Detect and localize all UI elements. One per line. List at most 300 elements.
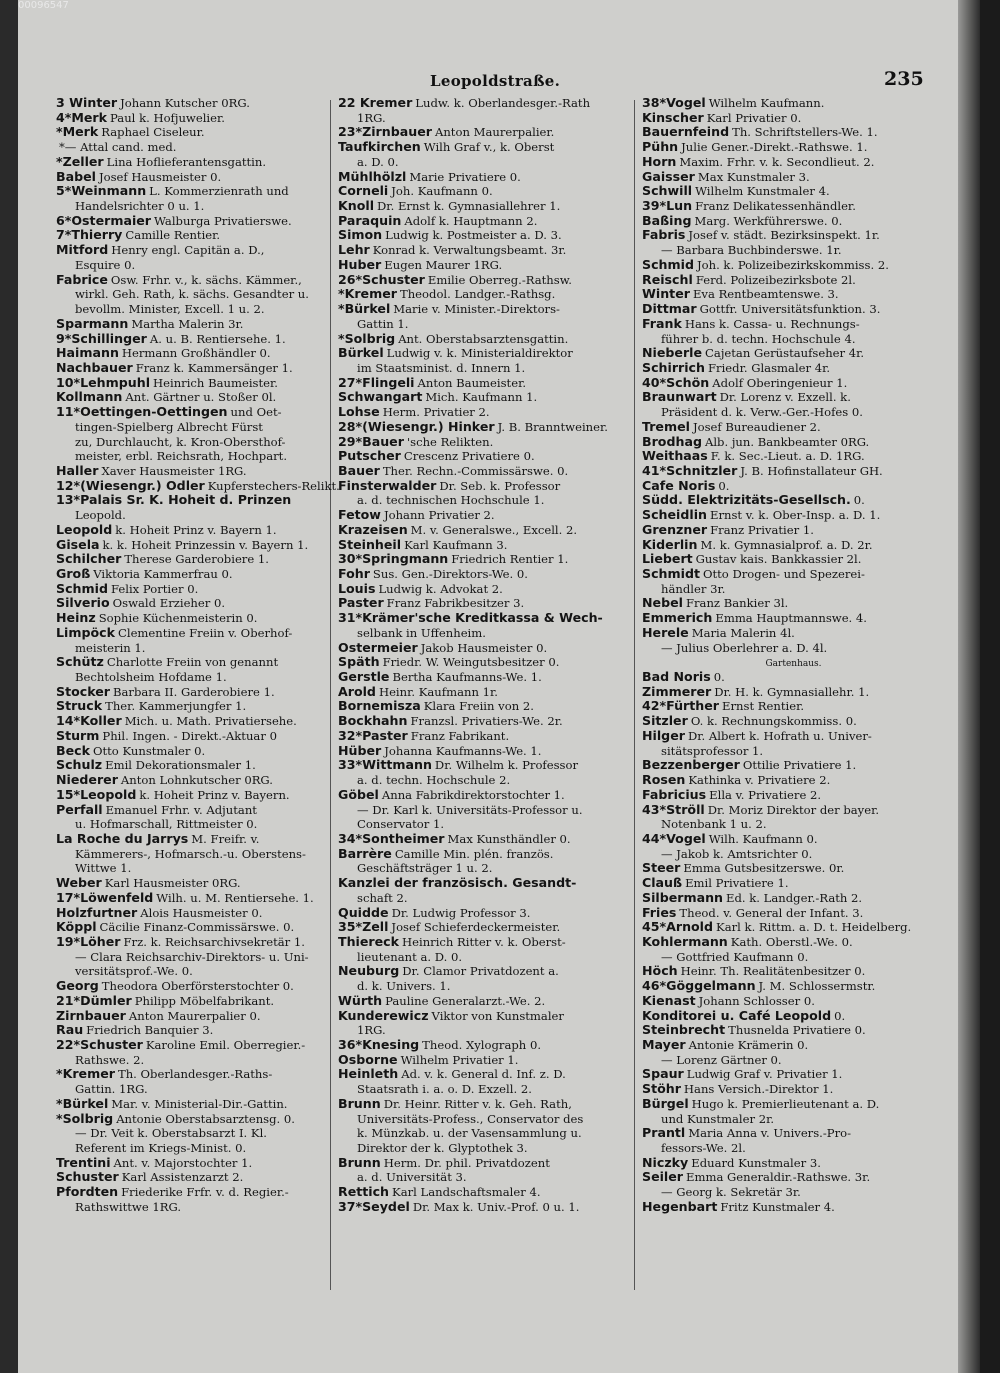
directory-entry: [642, 302, 942, 317]
directory-entry: [56, 773, 346, 788]
entry-text: Emma Hauptmannswe. 4.: [715, 611, 867, 626]
entry-name: Taufkirchen: [338, 140, 421, 155]
entry-text: Anton Baumeister.: [417, 375, 527, 390]
entry-name: Bauer: [338, 463, 380, 478]
directory-entry: [642, 479, 942, 494]
entry-name: 45*Arnold: [642, 920, 714, 935]
entry-text: A. u. B. Rentiersehe. 1.: [149, 331, 286, 346]
entry-text: Karoline Emil. Oberregier.-: [145, 1038, 306, 1052]
entry-name: Silbermann: [642, 890, 724, 905]
directory-entry: [338, 228, 628, 243]
book-gutter: [0, 0, 18, 1373]
directory-entry: [642, 140, 942, 155]
entry-name: Tremel: [642, 419, 690, 434]
directory-entry: [642, 1185, 942, 1200]
entry-text: Wilhelm Kaufmann.: [708, 96, 825, 110]
entry-text: k. Hoheit Prinz v. Bayern.: [139, 787, 290, 802]
entry-text: Wittwe 1.: [75, 861, 132, 876]
directory-entry: [338, 1126, 628, 1141]
entry-text: Franz Fabrikbesitzer 3.: [386, 596, 525, 611]
directory-entry: [56, 493, 346, 508]
entry-text: Alois Hausmeister 0.: [140, 905, 263, 920]
entry-name: Frank: [642, 316, 682, 331]
entry-text: meister, erbl. Reichsrath, Hochpart.: [75, 449, 288, 464]
directory-entry: [338, 214, 628, 229]
directory-entry: [56, 1200, 346, 1215]
directory-entry: [338, 1185, 628, 1200]
entry-text: Viktor von Kunstmaler: [431, 1008, 564, 1023]
directory-entry: [642, 729, 942, 744]
entry-text: Ernst Rentier.: [722, 699, 805, 714]
entry-name: Trentini: [56, 1155, 111, 1170]
entry-name: 12*(Wiesengr.) Odler: [56, 478, 205, 493]
directory-entry: [338, 302, 628, 317]
entry-name: *Bürkel: [56, 1096, 109, 1111]
entry-name: Kanzlei der französisch. Gesandt-: [338, 876, 577, 891]
entry-text: Martha Malerin 3r.: [131, 316, 244, 331]
directory-entry: [642, 1156, 942, 1171]
entry-text: — Gottfried Kaufmann 0.: [661, 949, 809, 964]
entry-text: Hans Versich.-Direktor 1.: [683, 1082, 834, 1097]
directory-entry: [338, 155, 628, 170]
directory-entry: [56, 744, 346, 759]
directory-entry: [338, 876, 628, 891]
directory-entry: [56, 1185, 346, 1200]
entry-text: Antonie Krämerin 0.: [688, 1038, 809, 1052]
directory-entry: [642, 699, 942, 714]
entry-text: a. d. techn. Hochschule 2.: [357, 773, 511, 788]
entry-name: 14*Koller: [56, 714, 122, 729]
directory-entry: [338, 170, 628, 185]
page-number: 235: [884, 68, 924, 90]
entry-name: Barrère: [338, 846, 392, 861]
directory-entry: [56, 184, 346, 199]
directory-entry: [642, 376, 942, 391]
directory-entry: [338, 950, 628, 965]
directory-entry: [338, 994, 628, 1009]
entry-text: Walburga Privatierswe.: [154, 213, 292, 228]
entry-text: Joh. k. Polizeibezirkskommiss. 2.: [696, 257, 889, 272]
directory-entry: [56, 847, 346, 862]
entry-text: — Jakob k. Amtsrichter 0.: [661, 846, 813, 861]
directory-entry: [338, 523, 628, 538]
entry-text: Emma Generaldir.-Rathswe. 3r.: [686, 1170, 871, 1185]
entry-name: 41*Schnitzler: [642, 463, 738, 478]
entry-name: La Roche du Jarrys: [56, 831, 189, 846]
directory-entry: [642, 1126, 942, 1141]
directory-entry: [642, 258, 942, 273]
entry-name: 37*Seydel: [338, 1199, 410, 1214]
entry-text: Eva Rentbeamtenswe. 3.: [692, 287, 839, 302]
entry-text: Herm. Dr. phil. Privatdozent: [383, 1155, 550, 1170]
entry-name: 36*Knesing: [338, 1038, 420, 1052]
directory-entry: [642, 803, 942, 818]
entry-text: händler 3r.: [661, 581, 726, 596]
entry-text: Emilie Oberreg.-Rathsw.: [427, 272, 572, 287]
directory-entry: [56, 714, 346, 729]
entry-text: Antonie Oberstabsarztensg. 0.: [116, 1111, 295, 1126]
directory-entry: [338, 847, 628, 862]
entry-name: 23*Zirnbauer: [338, 125, 432, 140]
directory-entry: [338, 788, 628, 803]
directory-entry: [338, 317, 628, 332]
directory-entry: [56, 508, 346, 523]
entry-name: Dittmar: [642, 302, 697, 317]
directory-entry: [642, 493, 942, 508]
directory-entry: [642, 1009, 942, 1024]
entry-name: 22 Kremer: [338, 96, 413, 110]
entry-name: Rau: [56, 1023, 84, 1038]
entry-name: 29*Bauer: [338, 434, 404, 449]
entry-text: Franz Delikatessenhändler.: [695, 199, 856, 214]
directory-entry: [338, 611, 628, 626]
entry-text: Cäcilie Finanz-Commissärswe. 0.: [99, 920, 295, 935]
entry-name: Fetow: [338, 508, 381, 523]
entry-text: Kämmerers-, Hofmarsch.-u. Oberstens-: [75, 846, 306, 861]
entry-text: Karl Assistenzarzt 2.: [121, 1170, 244, 1185]
entry-text: — Clara Reichsarchiv-Direktors- u. Uni-: [75, 949, 309, 964]
directory-entry: [56, 964, 346, 979]
directory-entry: [338, 596, 628, 611]
entry-name: Köppl: [56, 920, 97, 935]
entry-text: Max Kunstmaler 3.: [697, 169, 810, 184]
entry-name: Grenzner: [642, 522, 708, 537]
directory-entry: [56, 876, 346, 891]
entry-text: J. M. Schlossermstr.: [758, 979, 876, 994]
entry-text: Josef v. städt. Bezirksinspekt. 1r.: [688, 228, 880, 243]
entry-text: d. k. Univers. 1.: [357, 979, 451, 994]
entry-text: Gartenhaus.: [765, 659, 822, 670]
entry-text: Rathswe. 2.: [75, 1052, 145, 1067]
entry-text: Crescenz Privatiere 0.: [403, 449, 535, 464]
directory-entry: [56, 287, 346, 302]
entry-name: Steinbrecht: [642, 1023, 726, 1038]
entry-name: *Kremer: [338, 287, 397, 302]
entry-text: Paul k. Hofjuwelier.: [110, 110, 225, 125]
entry-text: schaft 2.: [357, 890, 408, 905]
entry-name: Silverio: [56, 596, 110, 611]
directory-entry: [56, 994, 346, 1009]
directory-entry: [642, 758, 942, 773]
entry-name: Haimann: [56, 346, 119, 361]
entry-text: Karl Landschaftsmaler 4.: [392, 1185, 541, 1200]
directory-entry: [338, 1038, 628, 1053]
entry-text: Oswald Erzieher 0.: [112, 596, 226, 611]
directory-entry: [56, 435, 346, 450]
entry-name: 30*Springmann: [338, 552, 449, 567]
entry-text: a. D. 0.: [357, 154, 399, 169]
entry-text: Franz k. Kammersänger 1.: [135, 360, 293, 375]
entry-text: Viktoria Kammerfrau 0.: [93, 567, 233, 581]
entry-name: 10*Lehmpuhl: [56, 375, 151, 390]
entry-text: Gattin. 1RG.: [75, 1082, 148, 1097]
directory-entry: [642, 155, 942, 170]
entry-text: Heinrich Baumeister.: [153, 375, 278, 390]
entry-text: Eduard Kunstmaler 3.: [691, 1155, 821, 1170]
directory-entry: [338, 773, 628, 788]
entry-name: Nachbauer: [56, 360, 133, 375]
directory-entry: [642, 773, 942, 788]
directory-entry: [338, 582, 628, 597]
entry-name: Perfall: [56, 802, 103, 817]
directory-entry: [56, 567, 346, 582]
entry-text: J. B. Hofinstallateur GH.: [740, 463, 883, 478]
directory-entry: [338, 464, 628, 479]
entry-name: 27*Flingeli: [338, 375, 415, 390]
entry-name: Seiler: [642, 1170, 683, 1185]
directory-entry: [338, 1141, 628, 1156]
entry-name: Paraquin: [338, 213, 402, 228]
entry-text: — Georg k. Sekretär 3r.: [661, 1185, 801, 1200]
directory-entry: [642, 1112, 942, 1127]
directory-entry: [56, 140, 346, 155]
directory-entry: [642, 964, 942, 979]
entry-text: Dr. Seb. k. Professor: [439, 478, 561, 493]
entry-text: Referent im Kriegs-Minist. 0.: [75, 1141, 247, 1156]
entry-name: 5*Weinmann: [56, 184, 147, 199]
directory-entry: [642, 906, 942, 921]
directory-entry: [56, 1126, 346, 1141]
entry-name: Stöhr: [642, 1082, 681, 1097]
entry-text: 1RG.: [357, 1023, 386, 1038]
entry-name: Fabricius: [642, 787, 707, 802]
entry-text: Dr. Ernst k. Gymnasiallehrer 1.: [377, 199, 561, 214]
directory-entry: [56, 935, 346, 950]
entry-name: Fries: [642, 905, 677, 920]
entry-name: Sparmann: [56, 316, 129, 331]
entry-name: Simon: [338, 228, 383, 243]
directory-entry: [642, 332, 942, 347]
entry-text: F. k. Sec.-Lieut. a. D. 1RG.: [710, 449, 865, 464]
directory-entry: [338, 567, 628, 582]
entry-name: Cafe Noris: [642, 478, 716, 493]
directory-entry: [56, 906, 346, 921]
entry-text: Franzsl. Privatiers-We. 2r.: [410, 714, 563, 729]
entry-name: Würth: [338, 993, 383, 1008]
directory-entry: [56, 464, 346, 479]
entry-name: Südd. Elektrizitäts-Gesellsch.: [642, 493, 851, 508]
entry-text: Staatsrath i. a. o. D. Exzell. 2.: [357, 1082, 532, 1097]
directory-entry: [642, 464, 942, 479]
entry-name: 17*Löwenfeld: [56, 890, 154, 905]
directory-entry: [338, 1082, 628, 1097]
entry-text: Dr. Clamor Privatdozent a.: [402, 964, 559, 979]
entry-text: Anna Fabrikdirektorstochter 1.: [381, 787, 565, 802]
entry-name: Babel: [56, 169, 96, 184]
directory-entry: [56, 405, 346, 420]
directory-entry: [338, 817, 628, 832]
directory-entry: [642, 1067, 942, 1082]
directory-entry: [338, 1009, 628, 1024]
entry-name: Emmerich: [642, 611, 713, 626]
entry-text: Joh. Kaufmann 0.: [391, 184, 493, 199]
entry-text: Notenbank 1 u. 2.: [661, 817, 767, 832]
directory-entry: [56, 479, 346, 494]
directory-entry: [338, 493, 628, 508]
entry-text: Charlotte Freiin von genannt: [106, 655, 279, 670]
entry-text: Handelsrichter 0 u. 1.: [75, 199, 205, 214]
catalog-id: 00096547: [18, 0, 69, 11]
entry-text: Maria Malerin 4l.: [691, 625, 795, 640]
directory-entry: [642, 228, 942, 243]
directory-entry: [56, 228, 346, 243]
entry-text: fessors-We. 2l.: [661, 1141, 746, 1156]
entry-text: Ferd. Polizeibezirksbote 2l.: [695, 272, 856, 287]
directory-entry: [642, 523, 942, 538]
directory-entry: [56, 1156, 346, 1171]
entry-text: Hermann Großhändler 0.: [121, 346, 271, 361]
street-title: Leopoldstraße.: [430, 72, 561, 90]
entry-text: Esquire 0.: [75, 257, 136, 272]
directory-entry: [56, 699, 346, 714]
entry-name: 11*Oettingen-Oettingen: [56, 405, 228, 420]
column-divider: [634, 100, 635, 1290]
entry-name: 4*Merk: [56, 110, 108, 125]
column-3: [642, 96, 942, 1215]
entry-text: Philipp Möbelfabrikant.: [134, 993, 275, 1008]
directory-entry: [338, 861, 628, 876]
directory-entry: [56, 361, 346, 376]
directory-entry: [642, 641, 942, 656]
entry-text: Karl Privatier 0.: [706, 110, 802, 125]
directory-entry: [338, 479, 628, 494]
entry-name: Knoll: [338, 199, 375, 214]
entry-text: — Dr. Karl k. Universitäts-Professor u.: [357, 802, 583, 817]
entry-name: Bürkel: [338, 346, 384, 361]
entry-name: Clauß: [642, 876, 683, 891]
entry-text: Ludwig k. Postmeister a. D. 3.: [385, 228, 562, 243]
entry-name: 33*Wittmann: [338, 758, 432, 773]
entry-name: Niederer: [56, 773, 118, 788]
entry-text: Friedrich Banquier 3.: [86, 1023, 214, 1038]
directory-entry: [338, 420, 628, 435]
entry-name: Baßing: [642, 213, 692, 228]
entry-text: M. Freifr. v.: [191, 831, 260, 846]
entry-text: Dr. Lorenz v. Exzell. k.: [719, 390, 851, 405]
entry-text: Therese Garderobiere 1.: [124, 552, 269, 567]
entry-text: Friederike Frfr. v. d. Regier.-: [121, 1185, 289, 1200]
entry-text: Kath. Oberstl.-We. 0.: [730, 934, 853, 949]
directory-entry: [338, 96, 628, 111]
entry-text: Kupferstechers-Relikt.: [207, 478, 340, 493]
directory-entry: [338, 699, 628, 714]
entry-name: Bockhahn: [338, 714, 408, 729]
entry-text: 0.: [713, 670, 725, 685]
entry-name: Struck: [56, 699, 103, 714]
entry-text: Otto Drogen- und Spezerei-: [702, 567, 865, 581]
entry-text: Universitäts-Profess., Conservator des: [357, 1111, 584, 1126]
directory-entry: [642, 847, 942, 862]
directory-entry: [56, 258, 346, 273]
entry-text: Osw. Frhr. v., k. sächs. Kämmer.,: [110, 272, 302, 287]
directory-entry: [642, 744, 942, 759]
entry-text: Ant. v. Majorstochter 1.: [113, 1155, 253, 1170]
entry-name: 7*Thierry: [56, 228, 123, 243]
directory-entry: [642, 420, 942, 435]
entry-name: Kinscher: [642, 110, 704, 125]
directory-entry: [642, 243, 942, 258]
entry-text: Alb. jun. Bankbeamter 0RG.: [704, 434, 870, 449]
entry-name: Putscher: [338, 449, 401, 464]
directory-entry: [338, 184, 628, 199]
entry-text: Karl k. Rittm. a. D. t. Heidelberg.: [716, 920, 912, 935]
entry-text: — Julius Oberlehrer a. D. 4l.: [661, 640, 828, 655]
directory-entry: [642, 655, 942, 670]
entry-name: Quidde: [338, 905, 389, 920]
entry-name: Schwangart: [338, 390, 423, 405]
directory-entry: [56, 155, 346, 170]
entry-name: Konditorei u. Café Leopold: [642, 1008, 832, 1023]
directory-entry: [338, 979, 628, 994]
entry-name: *Bürkel: [338, 302, 391, 317]
entry-text: Felix Portier 0.: [110, 581, 199, 596]
entry-text: Anton Maurerpalier 0.: [128, 1008, 261, 1023]
entry-text: Ludw. k. Oberlandesger.-Rath: [415, 96, 591, 110]
entry-text: Dr. H. k. Gymnasiallehr. 1.: [714, 684, 870, 699]
entry-name: Spaur: [642, 1067, 684, 1082]
directory-entry: [642, 876, 942, 891]
directory-entry: [338, 1170, 628, 1185]
entry-text: a. d. Universität 3.: [357, 1170, 467, 1185]
directory-entry: [642, 582, 942, 597]
entry-text: Theodora Oberförsterstochter 0.: [101, 979, 294, 994]
entry-text: Emma Gutsbesitzerswe. 0r.: [683, 861, 845, 876]
directory-entry: [642, 1053, 942, 1068]
directory-entry: [338, 729, 628, 744]
directory-entry: [338, 641, 628, 656]
directory-entry: [56, 670, 346, 685]
directory-entry: [338, 670, 628, 685]
entry-name: Groß: [56, 567, 91, 581]
directory-entry: [56, 199, 346, 214]
entry-text: Direktor der k. Glyptothek 3.: [357, 1141, 528, 1156]
entry-name: Gaisser: [642, 169, 695, 184]
directory-entry: [56, 788, 346, 803]
directory-entry: [642, 552, 942, 567]
entry-name: Brunn: [338, 1096, 381, 1111]
entry-text: Theodol. Landger.-Rathsg.: [399, 287, 556, 302]
entry-text: Ludwig Graf v. Privatier 1.: [686, 1067, 843, 1082]
entry-text: Johanna Kaufmanns-We. 1.: [384, 743, 542, 758]
entry-text: Phil. Ingen. - Direkt.-Aktuar 0: [102, 728, 277, 743]
entry-name: *Solbrig: [338, 331, 396, 346]
entry-name: 39*Lun: [642, 199, 693, 214]
entry-name: Brunn: [338, 1155, 381, 1170]
entry-name: Nebel: [642, 596, 683, 611]
entry-text: Emil Dekorationsmaler 1.: [105, 758, 256, 773]
entry-text: Maxim. Frhr. v. k. Secondlieut. 2.: [679, 154, 875, 169]
directory-entry: [338, 906, 628, 921]
entry-text: Camille Min. plén. französ.: [394, 846, 554, 861]
directory-entry: [642, 170, 942, 185]
entry-name: Bürgel: [642, 1096, 689, 1111]
directory-entry: [338, 111, 628, 126]
directory-entry: [56, 214, 346, 229]
directory-entry: [642, 1038, 942, 1053]
entry-name: Nieberle: [642, 346, 703, 361]
directory-entry: [642, 1097, 942, 1112]
directory-entry: [56, 1038, 346, 1053]
directory-entry: [338, 920, 628, 935]
directory-entry: [338, 552, 628, 567]
entry-name: Bad Noris: [642, 670, 711, 685]
directory-entry: [56, 655, 346, 670]
entry-text: Adolf k. Hauptmann 2.: [404, 213, 538, 228]
column-1: [56, 96, 346, 1215]
directory-entry: [56, 538, 346, 553]
directory-entry: [642, 1082, 942, 1097]
entry-text: Wilh Graf v., k. Oberst: [423, 140, 555, 155]
